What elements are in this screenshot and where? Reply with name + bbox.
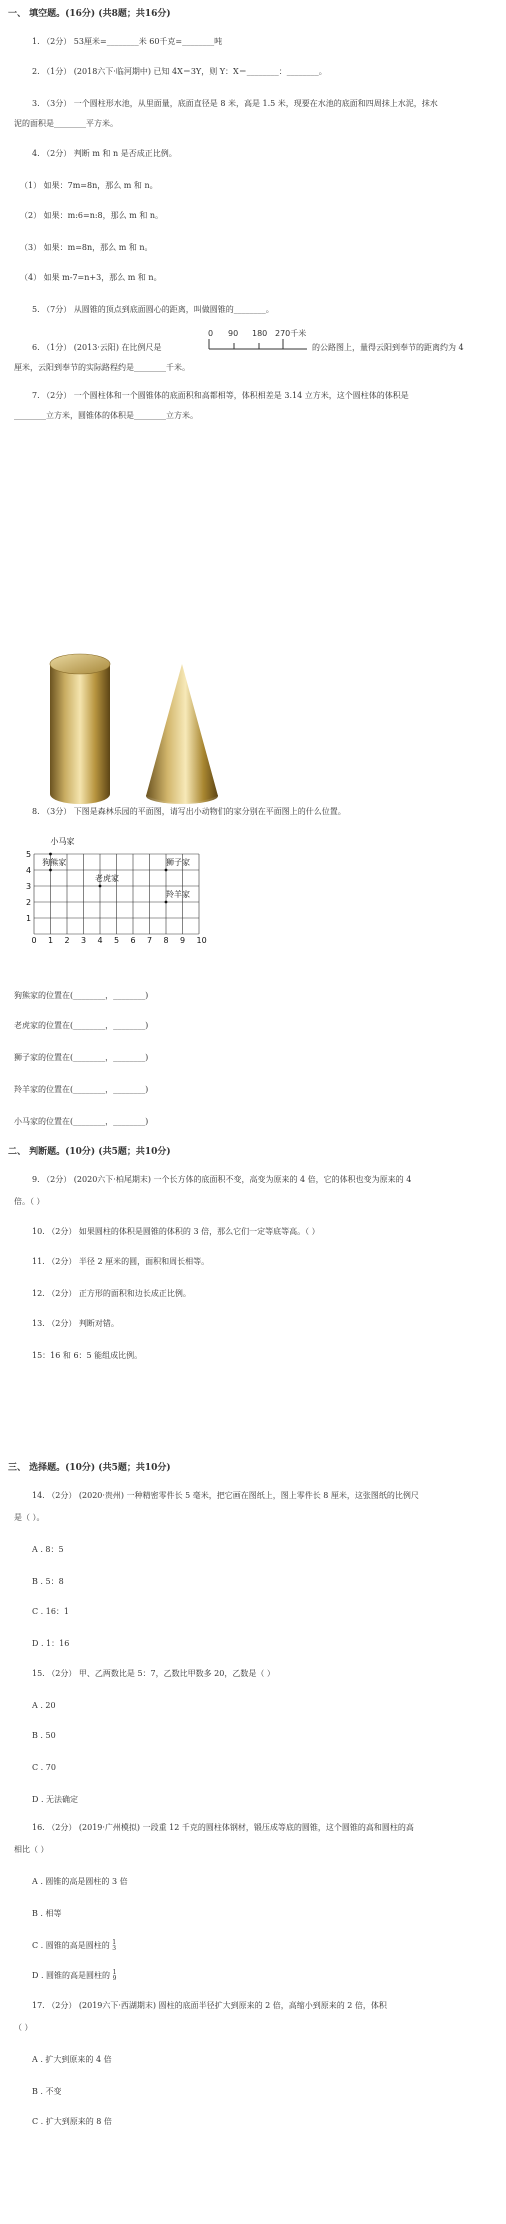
x-tick-label: 5 (114, 936, 120, 945)
cylinder-image (48, 650, 148, 810)
question-11: 11. （2分） 半径 2 厘米的圆，面积和周长相等。 (32, 1257, 210, 1266)
question-4-sub4: （4） 如果 m-7=n+3，那么 m 和 n。 (20, 273, 162, 282)
x-tick-label: 4 (97, 936, 103, 945)
question-4: 4. （2分） 判断 m 和 n 是否成正比例。 (32, 149, 177, 158)
position-answer-5: 小马家的位置在(________，________) (14, 1117, 149, 1126)
fraction-one-third: 1 3 (112, 1939, 117, 1952)
option-14a[interactable]: A . 8：5 (32, 1545, 64, 1554)
horse-house-point (49, 853, 52, 856)
option-16d[interactable] (32, 1970, 116, 1982)
tiger-house-point (99, 885, 102, 888)
y-tick-label: 5 (26, 850, 32, 859)
option-17c[interactable]: C . 扩大到原来的 8 倍 (32, 2117, 112, 2126)
question-5: 5. （7分） 从圆锥的顶点到底面圆心的距离，叫做圆锥的________。 (32, 305, 274, 314)
forest-map (24, 836, 207, 950)
question-3-line1: 3. （3分） 一个圆柱形水池，从里面量，底面直径是 8 米，高是 1.5 米，现要在水池的底面和四周抹上水泥，抹水 (32, 99, 438, 108)
option-15b[interactable]: B . 50 (32, 1731, 56, 1740)
option-14d[interactable]: D . 1：16 (32, 1639, 70, 1648)
tiger-house-label: 老虎家 (95, 873, 120, 883)
position-answer-1: 狗熊家的位置在(________，________) (14, 991, 149, 1000)
position-answer-3: 狮子家的位置在(________，________) (14, 1053, 149, 1062)
horse-house-label: 小马家 (50, 837, 75, 846)
question-2: 2. （1分） (2018六下·临河期中) 已知 4X＝3Y，则 Y：X＝________：________。 (32, 67, 327, 76)
rabbit-house-label: 狗熊家 (42, 857, 67, 867)
option-15c[interactable]: C . 70 (32, 1763, 56, 1772)
x-tick-label: 2 (64, 936, 70, 945)
question-4-sub3: （3） 如果：m=8n，那么 m 和 n。 (20, 243, 153, 252)
question-6-part2: 的公路图上，量得云阳到奉节的距离约为 4 (312, 343, 464, 352)
x-tick-label: 10 (196, 936, 207, 945)
sheep-house-label: 羚羊家 (166, 889, 190, 899)
option-14b[interactable]: B . 5：8 (32, 1577, 64, 1586)
x-tick-label: 3 (81, 936, 87, 945)
y-tick-label: 4 (26, 866, 32, 875)
y-tick-label: 1 (26, 914, 32, 923)
y-tick-label: 3 (26, 882, 32, 891)
question-4-sub2: （2） 如果：m:6=n:8，那么 m 和 n。 (20, 211, 164, 220)
x-tick-label: 8 (163, 936, 169, 945)
option-14c[interactable]: C . 16：1 (32, 1607, 70, 1616)
option-16b[interactable]: B . 相等 (32, 1909, 62, 1918)
question-14-line1: 14. （2分） (2020·贵州) 一种精密零件长 5 毫米，把它画在图纸上，图上零件长 8 厘米，这张图纸的比例尺 (32, 1491, 419, 1500)
lion-house-label: 狮子家 (166, 857, 190, 867)
x-tick-label: 0 (31, 936, 37, 945)
question-13: 13. （2分） 判断对错。 (32, 1319, 119, 1328)
section-3-title: 三、 选择题。(10分) (共5题；共10分) (8, 1463, 171, 1473)
option-15d[interactable]: D . 无法确定 (32, 1795, 79, 1804)
cone-image (142, 660, 222, 810)
position-answer-4: 羚羊家的位置在(________，________) (14, 1085, 149, 1094)
option-16c-text: C . 圆锥的高是圆柱的 (32, 1941, 110, 1950)
option-15a[interactable]: A . 20 (32, 1701, 56, 1710)
question-14-line2: 是（ ）。 (14, 1513, 45, 1522)
y-tick-label: 2 (26, 898, 32, 907)
section-2-title: 二、 判断题。(10分) (共5题；共10分) (8, 1147, 171, 1157)
question-16-line1: 16. （2分） (2019·广州模拟) 一段重 12 千克的圆柱体钢材，锻压成等底的圆锥，这个圆锥的高和圆柱的高 (32, 1823, 414, 1832)
x-tick-label: 6 (130, 936, 136, 945)
option-17b[interactable]: B . 不变 (32, 2087, 62, 2096)
question-17-line1: 17. （2分） (2019六下·西湖期末) 圆柱的底面半径扩大到原来的 2 倍，高缩小到原来的 2 倍，体积 (32, 2001, 387, 2010)
question-9-line1: 9. （2分） (2020六下·柏尾期末) 一个长方体的底面积不变，高变为原来的 4 倍，它的体积也变为原来的 4 (32, 1175, 412, 1184)
question-17-line2: （ ） (14, 2023, 33, 2032)
question-3-line2: 泥的面积是________平方米。 (14, 119, 118, 128)
scale-tick-label: 180 (252, 329, 268, 338)
x-tick-label: 1 (48, 936, 54, 945)
section-1-title: 一、 填空题。(16分) (共8题；共16分) (8, 9, 171, 19)
scale-tick-label: 270千米 (275, 329, 307, 338)
question-15: 15. （2分） 甲、乙两数比是 5：7，乙数比甲数多 20，乙数是（ ） (32, 1669, 275, 1678)
option-16a[interactable]: A . 圆锥的高是圆柱的 3 倍 (32, 1877, 128, 1886)
question-13-statement: 15：16 和 6：5 能组成比例。 (32, 1351, 143, 1360)
question-7-line1: 7. （2分） 一个圆柱体和一个圆锥体的底面积和高都相等，体积相差是 3.14 立方米，这个圆柱体的体积是 (32, 391, 409, 400)
x-tick-label: 7 (147, 936, 153, 945)
fraction-one-ninth: 1 9 (112, 1969, 117, 1982)
question-9-line2: 倍。（ ） (14, 1197, 45, 1206)
option-16d-text: D . 圆锥的高是圆柱的 (32, 1971, 111, 1980)
option-17a[interactable]: A . 扩大到原来的 4 倍 (32, 2055, 112, 2064)
scale-tick-label: 0 (208, 329, 214, 338)
question-7-line2: ________立方米，圆锥体的体积是________立方米。 (14, 411, 198, 420)
position-answer-2: 老虎家的位置在(________，________) (14, 1021, 149, 1030)
sheep-house-point (165, 901, 168, 904)
question-12: 12. （2分） 正方形的面积和边长成正比例。 (32, 1289, 191, 1298)
question-1: 1. （2分） 53厘米=________米 60千克=________吨 (32, 37, 223, 46)
question-10: 10. （2分） 如果圆柱的体积是圆锥的体积的 3 倍，那么它们一定等底等高。（ ） (32, 1227, 320, 1236)
question-8: 8. （3分） 下图是森林乐园的平面图，请写出小动物们的家分别在平面图上的什么位置。 (32, 807, 346, 816)
question-16-line2: 相比（ ） (14, 1845, 49, 1854)
question-6-part1: 6. （1分） (2013·云阳) 在比例尺是 (32, 343, 162, 352)
question-6-part3: 厘米，云阳到奉节的实际路程约是________千米。 (14, 363, 190, 372)
question-4-sub1: （1） 如果：7m=8n，那么 m 和 n。 (20, 181, 158, 190)
x-tick-label: 9 (180, 936, 186, 945)
rabbit-house-point (49, 869, 52, 872)
scale-tick-label: 90 (228, 329, 239, 338)
lion-house-point (165, 869, 168, 872)
option-16c[interactable] (32, 1940, 116, 1952)
